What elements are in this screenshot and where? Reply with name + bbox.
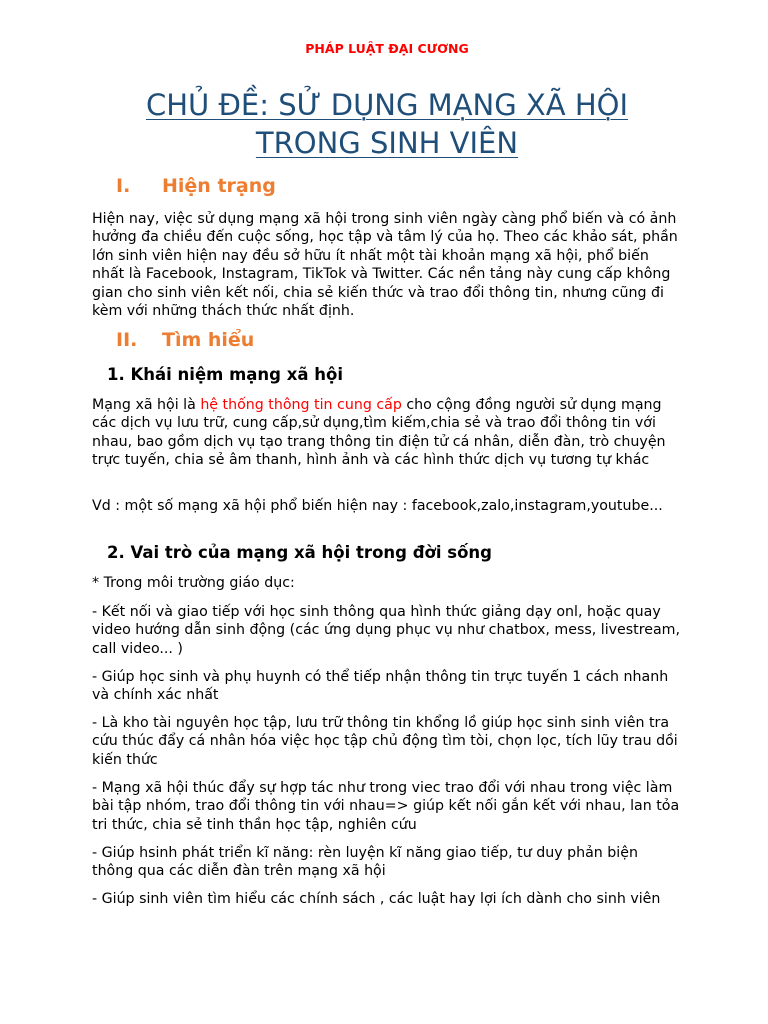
paragraph-current-status: Hiện nay, việc sử dụng mạng xã hội trong sinh viên ngày càng phổ biến và có ảnh hưởng đa chiều đến cuộc sống, học tập và tâm lý của họ. Theo các khảo sát, phần lớn sinh viên hiện nay đều sở hữu ít nhất một tài khoản mạng xã hội, phổ biến nhất là Facebook, Instagram, TikTok và Twitter. Các nền tảng này cung cấp không gian cho sinh viên kết nối, chia sẻ kiến thức và trao đổi thông tin, nhưng cũng đi kèm với những thách thức nhất định. (92, 211, 678, 320)
list-item-role: - Kết nối và giao tiếp với học sinh thông qua hình thức giảng dạy onl, hoặc quay video hướng dẫn sinh động (các ứng dụng phục vụ như chatbox, mess, livestream, call video... ) (92, 604, 680, 657)
list-item-role: - Giúp học sinh và phụ huynh có thể tiếp nhận thông tin trực tuyến 1 cách nhanh và chính xác nhất (92, 669, 669, 704)
list-item-role: - Giúp sinh viên tìm hiểu các chính sách , các luật hay lợi ích dành cho sinh viên (92, 891, 661, 907)
paragraph-definition (92, 396, 682, 470)
paragraph-education-intro: * Trong môi trường giáo dục: (92, 575, 295, 591)
section-number: I. (116, 175, 131, 197)
subsection-heading-role: 2. Vai trò của mạng xã hội trong đời sống (107, 543, 492, 562)
list-item-role: - Giúp hsinh phát triển kĩ năng: rèn luyện kĩ năng giao tiếp, tư duy phản biện thông qua các diễn đàn trên mạng xã hội (92, 845, 638, 880)
title-line-1: CHỦ ĐỀ: SỬ DỤNG MẠNG XÃ HỘI (145, 88, 629, 122)
subsection-heading-definition: 1. Khái niệm mạng xã hội (107, 365, 343, 384)
definition-text-start: Mạng xã hội là (92, 397, 201, 413)
document-title (92, 86, 682, 162)
section-title: Tìm hiểu (162, 329, 255, 351)
list-item-role: - Mạng xã hội thúc đẩy sự hợp tác như trong viec trao đổi với nhau trong việc làm bài tập nhóm, trao đổi thông tin với nhau=> giúp kết nối gắn kết với nhau, lan tỏa tri thức, chia sẻ tinh thần học tập, nghiên cứu (92, 780, 680, 833)
section-heading-research (116, 329, 254, 351)
title-line-2: TRONG SINH VIÊN (255, 126, 519, 160)
section-number: II. (116, 329, 138, 351)
list-item-role: - Là kho tài nguyên học tập, lưu trữ thông tin khổng lồ giúp học sinh sinh viên tra cứu thúc đẩy cá nhân hóa việc học tập chủ động tìm tòi, chọn lọc, tích lũy trau dồi kiến thức (92, 715, 678, 768)
section-heading-current-status (116, 175, 276, 197)
definition-highlight: hệ thống thông tin cung cấp (200, 397, 402, 413)
course-subject: PHÁP LUẬT ĐẠI CƯƠNG (305, 41, 469, 56)
section-title: Hiện trạng (162, 175, 276, 197)
paragraph-example: Vd : một số mạng xã hội phổ biến hiện nay : facebook,zalo,instagram,youtube... (92, 498, 663, 514)
definition-text-end: cho cộng đồng người sử dụng mạng các dịch vụ lưu trữ, cung cấp,sử dụng,tìm kiếm,chia sẻ và trao đổi thông tin với nhau, bao gồm dịch vụ tạo trang thông tin điện tử cá nhân, diễn đàn, trò chuyện trực tuyến, chia sẻ âm thanh, hình ảnh và các hình thức dịch vụ tương tự khác (92, 397, 666, 469)
